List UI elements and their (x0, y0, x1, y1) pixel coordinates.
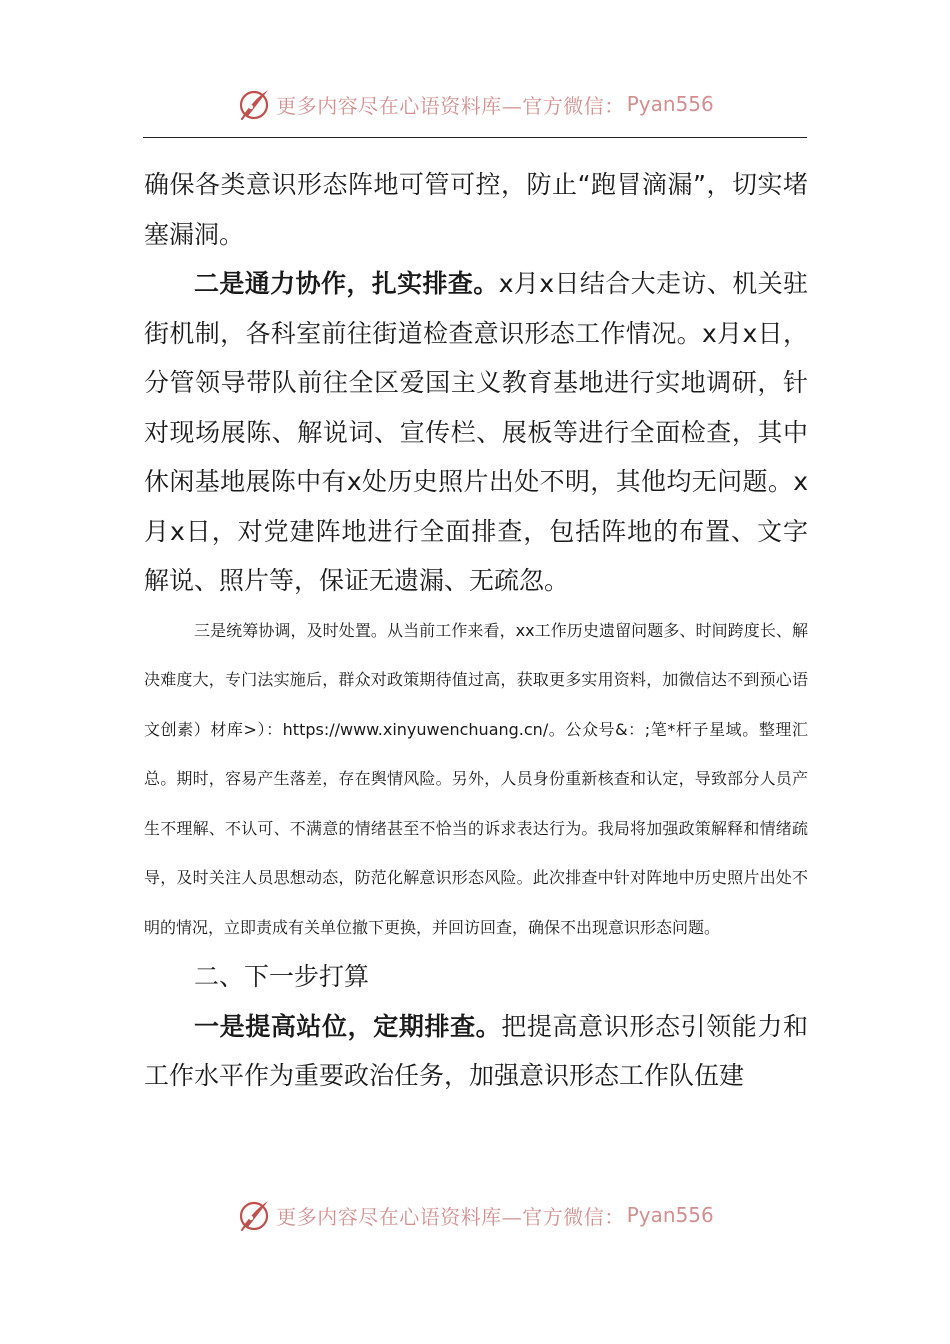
footer-banner-id: Pyan556 (626, 1203, 714, 1227)
section-heading: 二、下一步打算 (194, 962, 370, 991)
header-divider (143, 137, 807, 138)
quill-logo-icon (236, 86, 272, 122)
header-banner (0, 84, 950, 124)
quill-logo-icon (236, 1197, 272, 1233)
paragraph-3: 三是统筹协调，及时处置。从当前工作来看，xx工作历史遗留问题多、时间跨度长、解决难度大，专门法实施后，群众对政策期待值过高，获取更多实用资料，加微信达不到预心语文创素）材库>）：https://www.xinyuwenchuang.cn/。公众号&：;笔*杆子星域。整理汇总。期时，容易产生落差，存在舆情风险。另外，人员身份重新核查和认定，导致部分人员产生不理解、不认可、不满意的情绪甚至不恰当的诉求表达行为。我局将加强政策解释和情绪疏导，及时关注人员思想动态，防范化解意识形态风险。此次排查中针对阵地中历史照片出处不明的情况，立即责成有关单位撤下更换，并回访回查，确保不出现意识形态问题。 (144, 620, 808, 937)
header-banner-id: Pyan556 (626, 92, 714, 116)
document-body (144, 160, 808, 1101)
footer-banner-text: 更多内容尽在心语资料库—官方微信： (276, 1204, 625, 1229)
header-banner-text: 更多内容尽在心语资料库—官方微信： (276, 93, 625, 118)
paragraph-2 (144, 259, 808, 606)
paragraph-4-lead: 一是提高站位，定期排查。 (194, 1011, 502, 1041)
paragraph-2-lead: 二是通力协作，扎实排查。 (194, 269, 499, 298)
paragraph-4-text: 把提高意识形态引领能力和工作水平作为重要政治任务，加强意识形态工作队伍建 (144, 1011, 808, 1090)
paragraph-2-text: x月x日结合大走访、机关驻街机制，各科室前往街道检查意识形态工作情况。x月x日，分管领导带队前往全区爱国主义教育基地进行实地调研，针对现场展陈、解说词、宣传栏、展板等进行全面检查，其中休闲基地展陈中有x处历史照片出处不明，其他均无问题。x月x日，对党建阵地进行全面排查，包括阵地的布置、文字解说、照片等，保证无遗漏、无疏忽。 (144, 269, 808, 595)
paragraph-4 (144, 1002, 808, 1101)
footer-banner (0, 1195, 950, 1235)
paragraph-1: 确保各类意识形态阵地可管可控，防止“跑冒滴漏”，切实堵塞漏洞。 (144, 170, 808, 249)
